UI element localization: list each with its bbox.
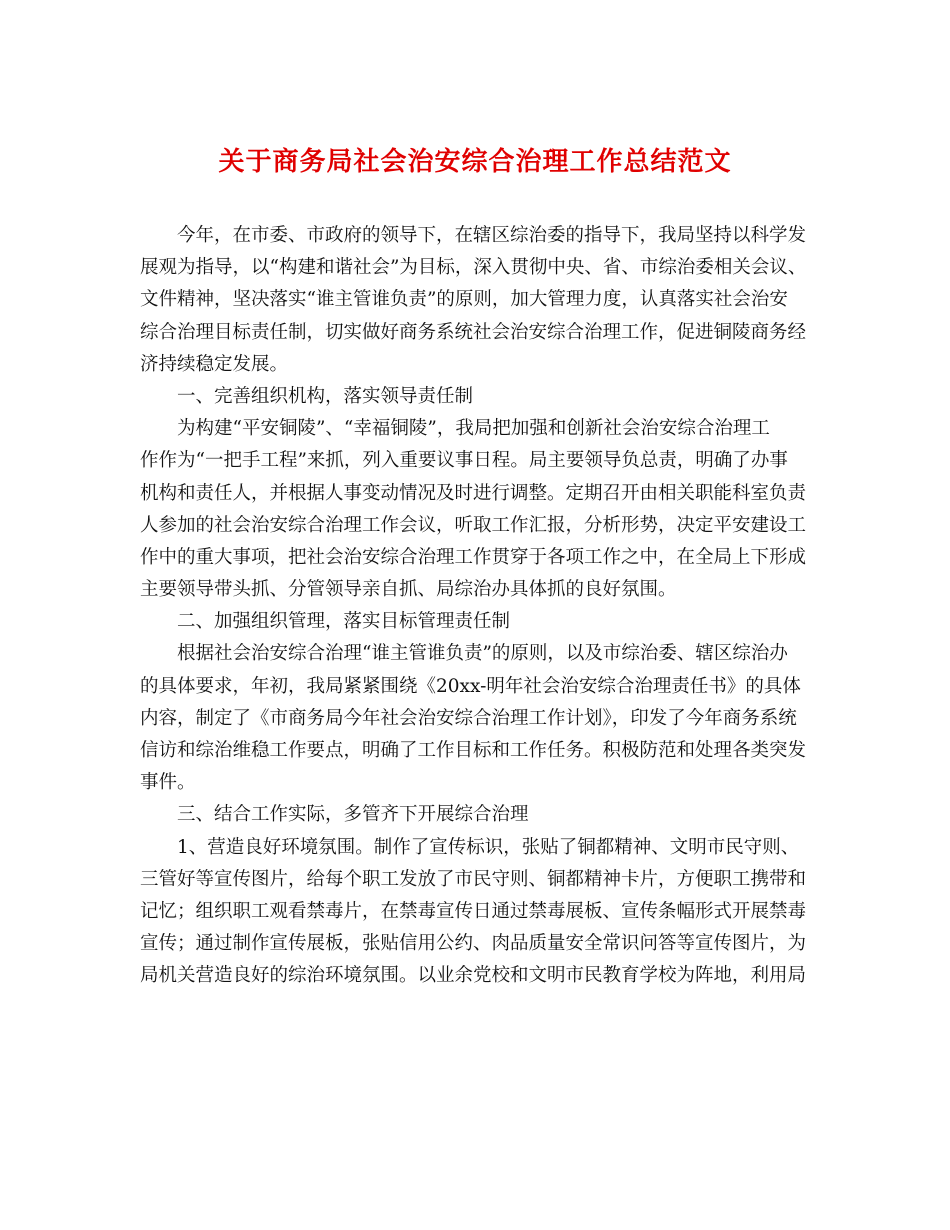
document-line: 二、加强组织管理，落实目标管理责任制 <box>177 611 511 633</box>
document-line: 的具体要求，年初，我局紧紧围绕《20xx-明年社会治安综合治理责任书》的具体 <box>140 675 801 697</box>
document-line: 局机关营造良好的综治环境氛围。以业余党校和文明市民教育学校为阵地，利用局 <box>140 965 807 987</box>
document-line: 济持续稳定发展。 <box>140 353 289 375</box>
document-line: 记忆；组织职工观看禁毒片，在禁毒宣传日通过禁毒展板、宣传条幅形式开展禁毒 <box>140 900 807 922</box>
document-line: 文件精神，坚决落实“谁主管谁负责”的原则，加大管理力度，认真落实社会治安 <box>140 289 788 311</box>
document-line: 展观为指导，以“构建和谐社会”为目标，深入贯彻中央、省、市综治委相关会议、 <box>140 257 807 279</box>
document-line: 一、完善组织机构，落实领导责任制 <box>177 385 474 407</box>
document-line: 信访和综治维稳工作要点，明确了工作目标和工作任务。积极防范和处理各类突发 <box>140 740 807 761</box>
document-line: 1、营造良好环境氛围。制作了宣传标识，张贴了铜都精神、文明市民守则、 <box>177 836 800 858</box>
document-body <box>140 220 820 993</box>
document-line: 作作为“一把手工程”来抓，列入重要议事日程。局主要领导负总责，明确了办事 <box>140 450 788 472</box>
document-line: 作中的重大事项，把社会治安综合治理工作贯穿于各项工作之中，在全局上下形成 <box>140 546 807 568</box>
document-line: 综合治理目标责任制，切实做好商务系统社会治安综合治理工作，促进铜陵商务经 <box>140 321 807 343</box>
document-title: 关于商务局社会治安综合治理工作总结范文 <box>218 147 732 177</box>
document-line: 事件。 <box>140 772 196 794</box>
document-line: 人参加的社会治安综合治理工作会议，听取工作汇报，分析形势，决定平安建设工 <box>140 514 807 536</box>
document-line: 今年，在市委、市政府的领导下，在辖区综治委的指导下，我局坚持以科学发 <box>177 225 807 246</box>
document-line: 主要领导带头抓、分管领导亲自抓、局综治办具体抓的良好氛围。 <box>140 579 677 601</box>
document-line: 内容，制定了《市商务局今年社会治安综合治理工作计划》，印发了今年商务系统 <box>140 707 797 729</box>
document-line: 三、结合工作实际，多管齐下开展综合治理 <box>177 804 529 826</box>
document-line: 三管好等宣传图片，给每个职工发放了市民守则、铜都精神卡片，方便职工携带和 <box>140 868 807 890</box>
document-line: 为构建“平安铜陵”、“幸福铜陵”，我局把加强和创新社会治安综合治理工 <box>177 418 770 440</box>
document-line: 机构和责任人，并根据人事变动情况及时进行调整。定期召开由相关职能科室负责 <box>140 482 807 504</box>
document-line: 宣传；通过制作宣传展板，张贴信用公约、肉品质量安全常识问答等宣传图片，为 <box>140 933 807 955</box>
document-line: 根据社会治安综合治理“谁主管谁负责”的原则，以及市综治委、辖区综治办 <box>177 643 788 665</box>
